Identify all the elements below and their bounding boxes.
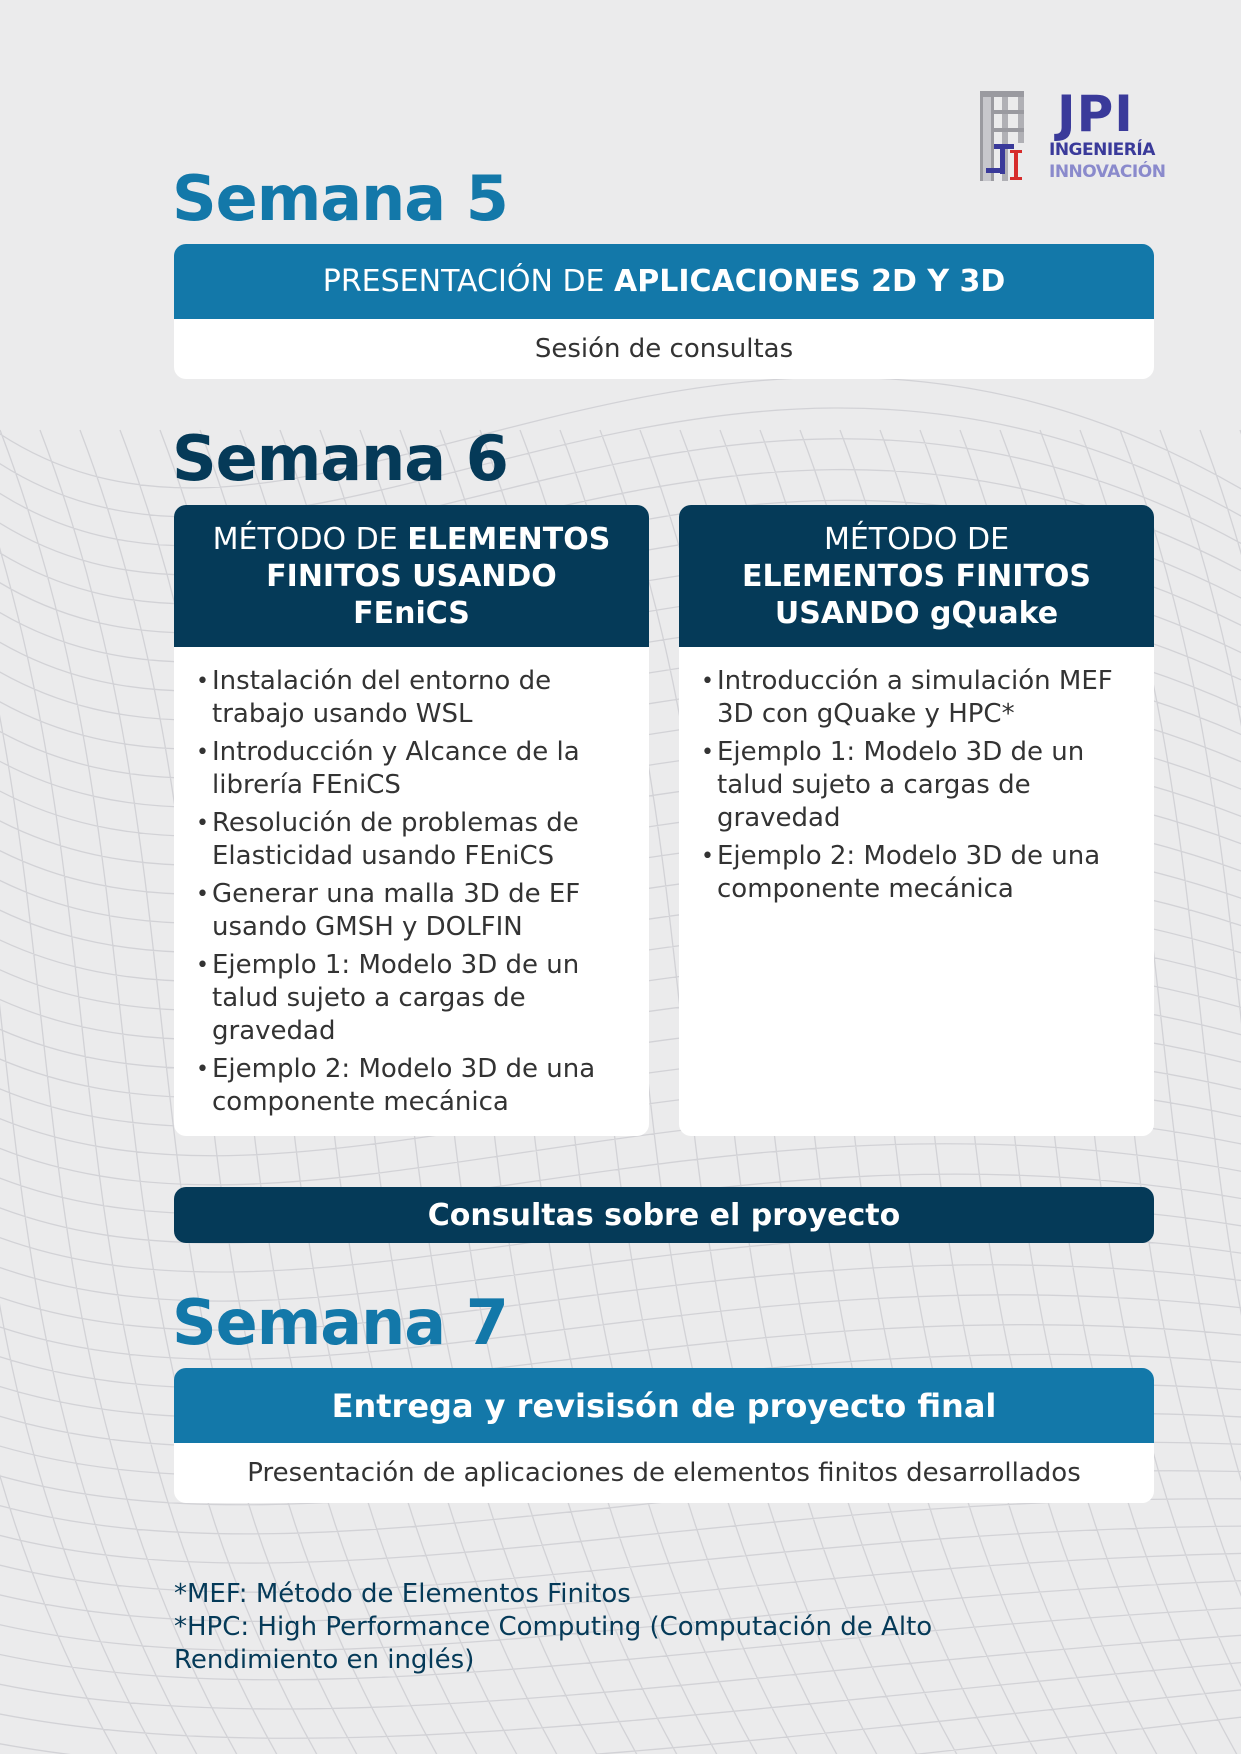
logo-wordmark: JPI [1057,85,1134,143]
card-fenics-header [174,505,649,647]
project-consult-label: Consultas sobre el proyecto [427,1197,901,1233]
logo-line-innovacion: INNOVACIÓN [1049,162,1166,182]
list-item: • Ejemplo 2: Modelo 3D de una componente mecánica [701,840,1134,906]
list-item: • Resolución de problemas de Elasticidad usando FEniCS [196,807,629,873]
list-item: • Generar una malla 3D de EF usando GMSH y DOLFIN [196,878,629,944]
week-5-bar [174,244,1154,319]
footnote-hpc-cont: Rendimiento en inglés) [174,1645,475,1675]
week-6-title: Semana 6 [172,422,508,495]
card-fenics [174,505,649,1136]
footnote-hpc: *HPC: High Performance Computing (Computación de Alto [174,1612,933,1642]
card-gquake-list [679,647,1154,906]
list-item: • Ejemplo 2: Modelo 3D de una componente mecánica [196,1053,629,1119]
company-logo [978,85,1168,184]
card-gquake-head-bold-1: ELEMENTOS FINITOS [741,558,1092,594]
card-gquake-head-line-1: MÉTODO DE [823,521,1010,557]
week-5-bar-bold: APLICACIONES 2D Y 3D [614,264,1006,299]
card-gquake-header [679,505,1154,647]
card-fenics-head-prefix: MÉTODO DE [212,521,408,557]
card-fenics-list [174,647,649,1119]
card-fenics-head-bold-2: FINITOS USANDO [266,558,557,594]
list-item: • Instalación del entorno de trabajo usando WSL [196,665,629,731]
card-gquake-head-bold-2: USANDO gQuake [774,595,1059,631]
card-fenics-head-bold-3: FEniCS [353,595,470,631]
footnote-mef: *MEF: Método de Elementos Finitos [174,1579,631,1609]
card-fenics-head-bold-1: ELEMENTOS [407,521,611,557]
card-gquake [679,505,1154,1136]
week-7-subtitle-box [174,1443,1154,1503]
week-5-title: Semana 5 [172,162,508,235]
week-7-title: Semana 7 [172,1286,508,1359]
week-5-subtitle-box [174,319,1154,379]
footnotes [174,1578,1074,1677]
logo-line-ingenieria: INGENIERÍA [1049,140,1155,160]
project-consult-bar [174,1187,1154,1243]
week-7-bar-label: Entrega y revisisón de proyecto final [331,1386,997,1425]
week-5-block [174,244,1154,379]
building-logo-icon [978,88,1030,184]
list-item: • Ejemplo 1: Modelo 3D de un talud sujeto a cargas de gravedad [196,949,629,1048]
list-item: • Introducción a simulación MEF 3D con gQuake y HPC* [701,665,1134,731]
list-item: • Ejemplo 1: Modelo 3D de un talud sujeto a cargas de gravedad [701,736,1134,835]
week-7-block [174,1368,1154,1503]
week-5-bar-prefix: PRESENTACIÓN DE [322,264,615,299]
week-7-bar [174,1368,1154,1443]
list-item: • Introducción y Alcance de la librería FEniCS [196,736,629,802]
week-5-subtitle: Sesión de consultas [534,334,794,364]
week-7-subtitle: Presentación de aplicaciones de elementos finitos desarrollados [247,1458,1081,1488]
